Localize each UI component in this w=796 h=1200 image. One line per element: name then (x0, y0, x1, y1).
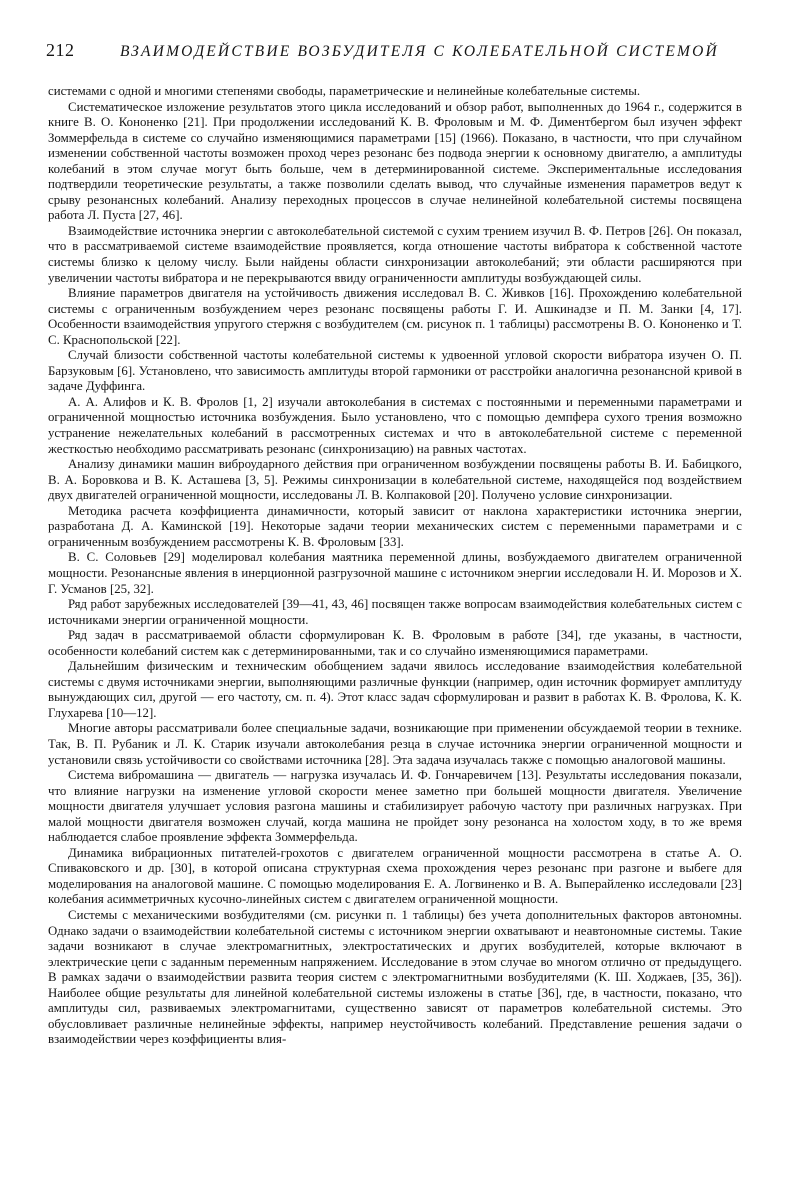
paragraph: Ряд задач в рассматриваемой области сформулирован К. В. Фроловым в работе [34], где указаны, в частности, особенности колебаний систем как с детерминированными, так и со случайно изменяющимися параметрами. (48, 628, 742, 658)
paragraph: Ряд работ зарубежных исследователей [39—41, 43, 46] посвящен также вопросам взаимодействия колебательных систем с источниками энергии ограниченной мощности. (48, 597, 742, 627)
page-number: 212 (46, 40, 75, 60)
paragraph: Систематическое изложение результатов этого цикла исследований и обзор работ, выполненных до 1964 г., содержится в книге В. О. Кононенко [21]. При продолжении исследований К. В. Фроловым и М. Ф. Диментбергом был изучен эффект Зоммерфельда в системе со случайно изменяющимися параметрами [15] (1966). Показано, в частности, что при случайном изменении собственной частоты возможен проход через резонанс без подвода энергии к основному двигателю, а амплитуды колебаний в этом случае могут быть больше, чем в детерминированной системе. Экспериментальные исследования подтвердили теоретические результаты, а также позволили сделать вывод, что случайные изменения параметров ведут к срыву резонансных колебаний. Анализу переходных процессов в случае нелинейной колебательной системы посвящена работа Л. Пуста [27, 46]. (48, 99, 742, 223)
paragraph: Взаимодействие источника энергии с автоколебательной системой с сухим трением изучил В. Ф. Петров [26]. Он показал, что в рассматриваемой системе взаимодействие проявляется, когда отношение частоты вибратора к собственной частоте системы близко к целому числу. Были найдены области синхронизации автоколебаний; эти области расширяются при увеличении частоты вибратора и не перекрываются ввиду ограниченности амплитуды возбуждающей силы. (48, 223, 742, 285)
body-text (48, 84, 742, 1048)
paragraph: Многие авторы рассматривали более специальные задачи, возникающие при применении обсуждаемой теории в технике. Так, В. П. Рубаник и Л. К. Старик изучали автоколебания резца в случае источника энергии ограниченной мощности и установили связь устойчивости со свойствами источника [28]. Эта задача изучалась также с помощью аналоговой машины. (48, 721, 742, 767)
running-title: ВЗАИМОДЕЙСТВИЕ ВОЗБУДИТЕЛЯ С КОЛЕБАТЕЛЬНОЙ СИСТЕМОЙ (120, 43, 719, 60)
book-page (48, 40, 742, 1048)
paragraph: Динамика вибрационных питателей-грохотов с двигателем ограниченной мощности рассмотрена в статье А. О. Спиваковского и др. [30], в которой описана структурная схема прохождения через резонанс при разгоне и выбеге для моделирования на аналоговой машине. С помощью моделирования Е. А. Логвиненко и В. А. Выперайленко исследовали [23] колебания асимметричных кусочно-линейных систем с двигателем ограниченной мощности. (48, 845, 742, 907)
paragraph: В. С. Соловьев [29] моделировал колебания маятника переменной длины, возбуждаемого двигателем ограниченной мощности. Резонансные явления в инерционной разгрузочной машине с источником энергии исследовали Н. И. Морозов и Х. Г. Усманов [25, 32]. (48, 550, 742, 596)
paragraph: А. А. Алифов и К. В. Фролов [1, 2] изучали автоколебания в системах с постоянными и переменными параметрами и ограниченной мощностью источника возбуждения. Было установлено, что с помощью демпфера сухого трения возможно устранение нежелательных колебаний в рассмотренных системах и что в автоколебательной системе с переменной жесткостью необходимо рассматривать резонанс (синхронизацию) на равных частотах. (48, 394, 742, 456)
page-header (48, 40, 742, 72)
paragraph: Дальнейшим физическим и техническим обобщением задачи явилось исследование взаимодействия колебательной системы с двумя источниками энергии, выполняющими различные функции (например, один источник формирует амплитуду вынуждающих сил, другой — его частоту, см. п. 4). Этот класс задач сформулирован и развит в работах К. В. Фролова, К. К. Глухарева [10—12]. (48, 659, 742, 720)
paragraph: Системы с механическими возбудителями (см. рисунки п. 1 таблицы) без учета дополнительных факторов автономны. Однако задачи о взаимодействии колебательной системы с источником энергии охватывают и неавтономные системы. Такие задачи возникают в случае электромагнитных, электростатических и других возбудителей, которые включают в электрические цепи с заданным переменным напряжением. Исследование в этом случае во многом отлично от предыдущего. В рамках задачи о взаимодействии развита теория систем с электромагнитными возбудителями (К. Ш. Ходжаев, [35, 36]). Наиболее общие результаты для линейной колебательной системы изложены в статье [36], где, в частности, показано, что амплитуды сил, развиваемых электромагнитами, существенно зависят от параметров колебательной системы. Это обусловливает различные нелинейные эффекты, например неустойчивость колебаний. Представление решения задачи о взаимодействии через коэффициенты влия- (48, 907, 742, 1047)
paragraph: Влияние параметров двигателя на устойчивость движения исследовал В. С. Живков [16]. Прохождению колебательной системы с ограниченным возбуждением через резонанс посвящены работы Г. И. Ашкинадзе и П. М. Занки [4, 17]. Особенности взаимодействия упругого стержня с возбудителем (см. рисунок п. 1 таблицы) рассмотрены В. О. Кононенко и Т. С. Краснопольской [22]. (48, 286, 742, 347)
paragraph: Система вибромашина — двигатель — нагрузка изучалась И. Ф. Гончаревичем [13]. Результаты исследования показали, что влияние нагрузки на изменение угловой скорости менее заметно при большей мощности двигателя. Увеличение мощности двигателя улучшает условия разгона машины и стабилизирует рабочую частоту при различных нагрузках. При малой мощности двигателя возможен случай, когда машина не пройдет зону резонанса на холостом ходу, в то же время наблюдается слабое проявление эффекта Зоммерфельда. (48, 768, 742, 845)
paragraph: системами с одной и многими степенями свободы, параметрические и нелинейные колебательные системы. (48, 84, 641, 98)
paragraph: Случай близости собственной частоты колебательной системы к удвоенной угловой скорости вибратора изучен О. П. Барзуковым [6]. Установлено, что зависимость амплитуды второй гармоники от расстройки аналогична резонансной кривой в задаче Дуффинга. (48, 348, 742, 394)
paragraph: Методика расчета коэффициента динамичности, который зависит от наклона характеристики источника энергии, разработана Д. А. Каминской [19]. Некоторые задачи теории механических систем с переменными параметрами и с ограниченным возбуждением рассмотрены К. В. Фроловым [33]. (48, 503, 742, 549)
paragraph: Анализу динамики машин виброударного действия при ограниченном возбуждении посвящены работы В. И. Бабицкого, В. А. Боровкова и В. К. Асташева [3, 5]. Режимы синхронизации в колебательной системе, находящейся под воздействием двух двигателей ограниченной мощности, исследованы Л. В. Колпаковой [20]. Получено условие синхронизации. (48, 457, 742, 503)
